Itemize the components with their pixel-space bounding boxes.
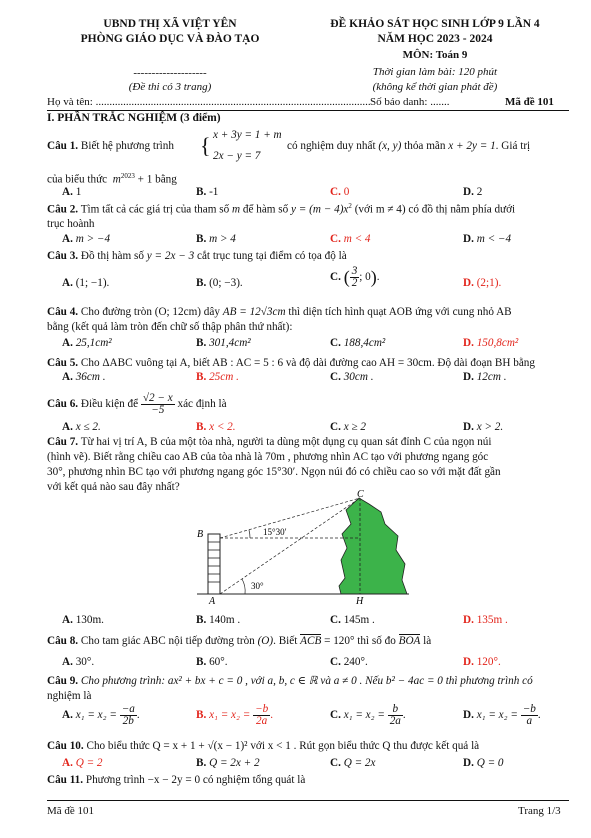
q3-line1: Câu 3. Đồ thị hàm số y = 2x − 3 cắt trục tung tại điểm có tọa độ là xyxy=(47,250,347,262)
footer-rule xyxy=(47,800,569,801)
q6-opt-a[interactable]: A. x ≤ 2. xyxy=(62,421,101,433)
q7-line3: 30°, phương nhìn BC tạo với phương ngang góc 15°30′. Ngọn núi đó có chiều cao so với mặt đất gần xyxy=(47,466,501,478)
angle-arc-a xyxy=(242,579,245,594)
q10-opt-c[interactable]: C. Q = 2x xyxy=(330,757,376,769)
q5-opt-c[interactable]: C. 30cm . xyxy=(330,371,374,383)
q11-line1: Câu 11. Phương trình −x − 2y = 0 có nghiệm tổng quát là xyxy=(47,774,306,786)
q9-opt-b[interactable]: B. x₁ = x₂ = $\frac{-b}{2a}$ . xyxy=(196,703,274,727)
mountain-shape xyxy=(339,498,407,594)
q2-line2: trục hoành xyxy=(47,218,95,230)
line-bc xyxy=(220,498,360,538)
duration: Thời gian làm bài: 120 phút xyxy=(372,66,498,78)
q2-line1: Câu 2. Tìm tất cả các giá trị của tham số m để hàm số $y = (m - 4)x^2$ (với m ≠ 4) có đồ thị nằm phía dưới xyxy=(47,202,516,216)
q1-opt-d[interactable]: D. 2 xyxy=(463,186,483,198)
section-title: I. PHẦN TRẮC NGHIỆM (3 điểm) xyxy=(47,112,221,124)
q10-opt-a[interactable]: A. Q = 2 xyxy=(62,757,103,769)
q10-line1: Câu 10. Cho biểu thức Q = x + 1 + √(x − 1)² với x < 1 . Rút gọn biểu thức Q thu được kết quả là xyxy=(47,740,480,752)
q1-opt-a[interactable]: A. 1 xyxy=(62,186,82,198)
q8-opt-d[interactable]: D. 120°. xyxy=(463,656,501,668)
q1-eq2: 2x − y = 7 xyxy=(213,150,261,162)
q4-line1: Câu 4. Cho đường tròn (O; 12cm) dây AB = 12√3cm thì diện tích hình quạt AOB ứng với cung nhỏ AB xyxy=(47,306,512,318)
q2-opt-c[interactable]: C. m < 4 xyxy=(330,233,371,245)
label-h: H xyxy=(356,596,364,605)
header-rule xyxy=(47,110,569,111)
subject: MÔN: Toán 9 xyxy=(402,49,468,61)
q5-opt-a[interactable]: A. 36cm . xyxy=(62,371,106,383)
q6-line1: Câu 6. Điều kiện để $\frac{√2 - x}{-5}$ xác định là xyxy=(47,392,227,416)
exam-code: Mã đề 101 xyxy=(505,96,554,108)
q4-opt-a[interactable]: A. 25,1cm² xyxy=(62,337,112,349)
q1-line1: Câu 1. Biết hệ phương trình xyxy=(47,140,174,152)
q8-line1: Câu 8. Cho tam giác ABC nội tiếp đường tròn (O). Biết ACB = 120° thì số đo BOA là xyxy=(47,635,432,647)
q2-opt-b[interactable]: B. m > 4 xyxy=(196,233,236,245)
q9-opt-d[interactable]: D. x₁ = x₂ = $\frac{-b}{a}$ . xyxy=(463,703,541,727)
q9-opt-c[interactable]: C. x₁ = x₂ = $\frac{b}{2a}$ . xyxy=(330,703,406,727)
angle-arc-b xyxy=(249,530,250,538)
q4-opt-c[interactable]: C. 188,4cm² xyxy=(330,337,386,349)
building xyxy=(208,534,220,594)
label-c: C xyxy=(357,490,364,500)
footer-code: Mã đề 101 xyxy=(47,805,95,817)
q5-opt-b[interactable]: B. 25cm . xyxy=(196,371,239,383)
q7-opt-c[interactable]: C. 145m . xyxy=(330,614,375,626)
label-a: A xyxy=(209,596,216,605)
page-count-note: (Đề thi có 3 trang) xyxy=(128,81,212,93)
q4-opt-d[interactable]: D. 150,8cm² xyxy=(463,337,519,349)
q6-opt-c[interactable]: C. x ≥ 2 xyxy=(330,421,366,433)
q6-opt-b[interactable]: B. x < 2. xyxy=(196,421,236,433)
q7-mountain-figure xyxy=(195,490,410,605)
q10-opt-b[interactable]: B. Q = 2x + 2 xyxy=(196,757,260,769)
office-name: PHÒNG GIÁO DỤC VÀ ĐÀO TẠO xyxy=(80,33,260,45)
q9-line1: Câu 9. Cho phương trình: ax² + bx + c = 0 , với a, b, c ∈ ℝ và a ≠ 0 . Nếu b² − 4ac = 0 thì phương trình có xyxy=(47,675,533,687)
q5-line1: Câu 5. Cho ΔABC vuông tại A, biết AB : AC = 5 : 6 và độ dài đường cao AH = 30cm. Độ dài đoạn BH bằng xyxy=(47,357,535,369)
label-b: B xyxy=(197,529,204,540)
name-line: Họ và tên: .................................................................................................... xyxy=(47,96,371,108)
q7-line4: với kết quả nào sau đây nhất? xyxy=(47,481,180,493)
exam-title: ĐỀ KHẢO SÁT HỌC SINH LỚP 9 LẦN 4 xyxy=(330,18,540,30)
q1-line2: của biểu thức $m^{2023} + 1$ bằng xyxy=(47,172,177,186)
q7-opt-a[interactable]: A. 130m. xyxy=(62,614,104,626)
q1-eq1: x + 3y = 1 + m xyxy=(213,129,282,141)
q2-opt-d[interactable]: D. m < −4 xyxy=(463,233,512,245)
q10-opt-d[interactable]: D. Q = 0 xyxy=(463,757,504,769)
header-dash: -------------------- xyxy=(133,67,207,79)
q1-brace: { xyxy=(200,133,211,158)
duration-note: (không kể thời gian phát đề) xyxy=(372,81,498,93)
dept-name: UBND THỊ XÃ VIỆT YÊN xyxy=(103,18,237,30)
q7-opt-b[interactable]: B. 140m . xyxy=(196,614,241,626)
q8-opt-c[interactable]: C. 240°. xyxy=(330,656,368,668)
q6-opt-d[interactable]: D. x > 2. xyxy=(463,421,504,433)
q1-line1b: có nghiệm duy nhất (x, y) thỏa mãn x + 2y = 1. Giá trị xyxy=(287,140,531,152)
line-ac xyxy=(220,498,360,594)
q3-opt-d[interactable]: D. (2;1). xyxy=(463,277,502,289)
q9-opt-a[interactable]: A. x₁ = x₂ = $\frac{-a}{2b}$ . xyxy=(62,703,140,727)
q9-line2: nghiệm là xyxy=(47,690,92,702)
q5-opt-d[interactable]: D. 12cm . xyxy=(463,371,507,383)
q7-line1: Câu 7. Từ hai vị trí A, B của một tòa nhà, người ta dùng một dụng cụ quan sát đỉnh C của ngọn núi xyxy=(47,436,492,448)
q3-opt-c[interactable]: C. ( $\frac{3}{2}$ ; 0). xyxy=(330,265,380,289)
q4-line2: bằng (kết quả làm tròn đến chữ số thập phân thứ nhất): xyxy=(47,321,293,333)
q1-opt-b[interactable]: B. -1 xyxy=(196,186,219,198)
page-number: Trang 1/3 xyxy=(518,805,561,817)
label-angle-a: 30° xyxy=(251,581,264,591)
school-year: NĂM HỌC 2023 - 2024 xyxy=(377,33,493,45)
q2-opt-a[interactable]: A. m > −4 xyxy=(62,233,111,245)
label-angle-b: 15°30′ xyxy=(263,527,287,537)
q8-opt-b[interactable]: B. 60°. xyxy=(196,656,228,668)
q7-line2: (hình vẽ). Biết rằng chiều cao AB của tòa nhà là 70m , phương nhìn AC tạo với phương ngang góc xyxy=(47,451,489,463)
q1-opt-c[interactable]: C. 0 xyxy=(330,186,350,198)
sbd-line: Số báo danh: ....... xyxy=(370,96,450,108)
q3-opt-b[interactable]: B. (0; −3). xyxy=(196,277,243,289)
q8-opt-a[interactable]: A. 30°. xyxy=(62,656,95,668)
q3-opt-a[interactable]: A. (1; −1). xyxy=(62,277,110,289)
q7-opt-d[interactable]: D. 135m . xyxy=(463,614,508,626)
q4-opt-b[interactable]: B. 301,4cm² xyxy=(196,337,251,349)
